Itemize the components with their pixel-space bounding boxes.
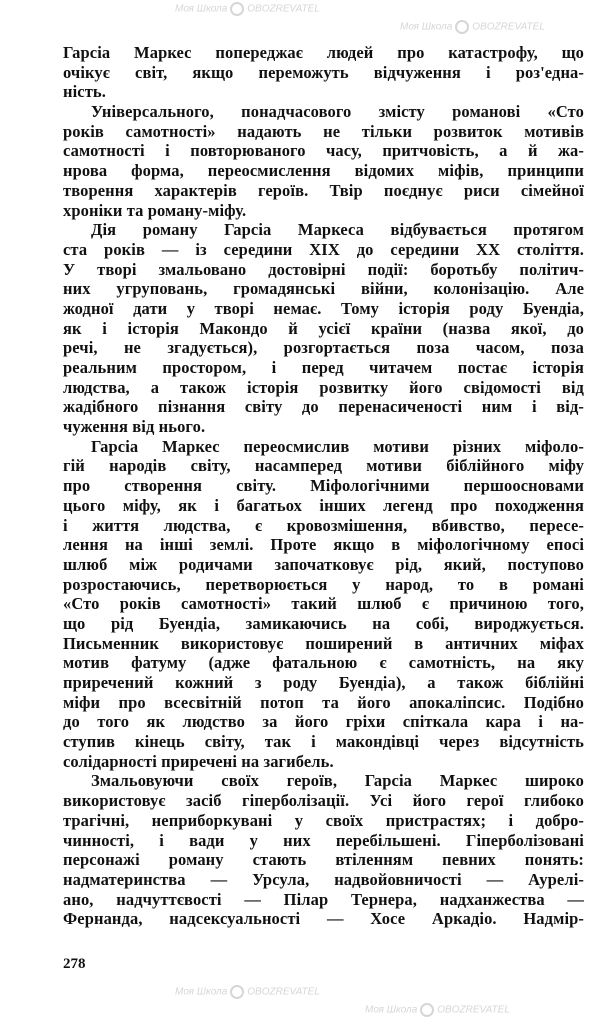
text-line: речі, не згадується), розгортається поза часом, поза <box>63 338 584 358</box>
watermark-brand-1: Моя Школа <box>400 21 453 33</box>
text-line: творення характерів героїв. Твір поєднує риси сімейної <box>63 180 584 200</box>
text-line: них угруповань, громадянські війни, колонізацію. Але <box>63 279 584 299</box>
text-line: до того як людство за його гріхи спіткала кара і на- <box>63 712 584 732</box>
text-line: чинності, і вади у них перебільшені. Гіперболізовані <box>63 830 584 850</box>
watermark <box>365 1003 510 1018</box>
text-line: «Сто років самотності» такий шлюб є причиною того, <box>63 594 584 614</box>
text-line: нрова форма, переосмислення відомих міфів, принципи <box>63 161 584 181</box>
text-line: років самотності» надають не тільки розвиток мотивів <box>63 121 584 141</box>
text-line: приречений кожний з роду Буендіа), а також біблійні <box>63 673 584 692</box>
watermark-logo-icon <box>230 2 244 16</box>
page-body-text <box>63 43 584 929</box>
watermark-logo-icon <box>420 1003 434 1017</box>
text-line: У творі змальовано достовірні події: боротьбу політич- <box>63 259 584 279</box>
text-line: гій народів світу, насамперед мотиви біблійного міфу <box>63 456 584 476</box>
text-line: Письменник використовує поширений в античних міфах <box>63 633 584 653</box>
text-line: жадібного пізнання світу до перенасиченості ним і від- <box>63 397 584 417</box>
watermark-brand-1: Моя Школа <box>175 986 228 998</box>
text-line: надматеринства — Урсула, надвойовничості — Аурелі- <box>63 869 584 889</box>
text-line: шлюб між родичами започатковує рід, який, поступово <box>63 554 584 574</box>
watermark <box>400 20 545 35</box>
text-line: очікує світ, якщо переможуть відчуження і роз'една- <box>63 62 584 82</box>
text-line: Змальовуючи своїх героїв, Гарсіа Маркес широко <box>91 771 584 791</box>
text-line: солідарності приречені на загибель. <box>63 751 334 771</box>
watermark-brand-2: OBOZREVATEL <box>437 1004 510 1016</box>
watermark-logo-icon <box>230 985 244 999</box>
text-line: жодної дати у творі немає. Тому історія роду Буендіа, <box>63 298 584 318</box>
watermark-brand-2: OBOZREVATEL <box>247 986 320 998</box>
text-line: і життя людства, є кровозмішення, вбивство, пересе- <box>63 515 584 535</box>
text-line: ано, надчуттєвості — Пілар Тернера, надханжества — <box>63 889 584 909</box>
text-line: Фернанда, надсексуальності — Хосе Аркадіо. Надмір- <box>63 909 584 929</box>
text-line: мотив фатуму (адже фатальною є самотність, на яку <box>63 653 584 673</box>
page-number: 278 <box>63 956 86 972</box>
text-line: самотності і повторюваного часу, притчовість, а й жа- <box>63 141 584 161</box>
text-line: використовує засіб гіперболізації. Усі його герої глибоко <box>63 791 584 811</box>
text-line: персонажі роману стають втіленням певних понять: <box>63 850 584 870</box>
watermark <box>175 985 320 1000</box>
text-line: ступив кінець світу, так і макондівці через відсутність <box>63 732 584 752</box>
text-line: Універсального, понадчасового змісту романові «Сто <box>91 102 584 122</box>
text-line: Гарсіа Маркес попереджає людей про катастрофу, що <box>63 43 584 62</box>
text-line: лення на інші землі. Проте якщо в міфологічному епосі <box>63 535 584 555</box>
text-line: ність. <box>63 82 106 102</box>
text-line: трагічні, неприборкувані у своїх пристрастях; і добро- <box>63 810 584 830</box>
watermark-logo-icon <box>455 20 469 34</box>
watermark-brand-1: Моя Школа <box>175 3 228 15</box>
watermark <box>175 2 320 17</box>
text-line: цього міфу, як і багатьох інших легенд про походження <box>63 495 584 515</box>
text-line: про створення світу. Міфологічними першоосновами <box>63 476 584 496</box>
watermark-brand-2: OBOZREVATEL <box>472 21 545 33</box>
text-line: як і історія Макондо й усієї країни (назва якої, до <box>63 318 584 338</box>
text-line: розростаючись, перетворюється у народ, то в романі <box>63 574 584 594</box>
watermark-brand-2: OBOZREVATEL <box>247 3 320 15</box>
text-line: Дія роману Гарсіа Маркеса відбувається протягом <box>91 220 584 240</box>
text-line: чуження від нього. <box>63 417 206 437</box>
text-line: міфи про всесвітній потоп та його апокаліпсис. Подібно <box>63 692 584 712</box>
text-line: людства, а також історія розвитку його свідомості від <box>63 377 584 397</box>
text-line: що рід Буендіа, замикаючись на собі, вироджується. <box>63 613 584 633</box>
text-line: реальним простором, і перед читачем постає історія <box>63 358 584 377</box>
text-line: ста років — із середини XIX до середини XX століття. <box>63 239 584 259</box>
text-line: хроніки та роману-міфу. <box>63 200 247 220</box>
text-line: Гарсіа Маркес переосмислив мотиви різних міфоло- <box>91 436 584 456</box>
watermark-brand-1: Моя Школа <box>365 1004 418 1016</box>
